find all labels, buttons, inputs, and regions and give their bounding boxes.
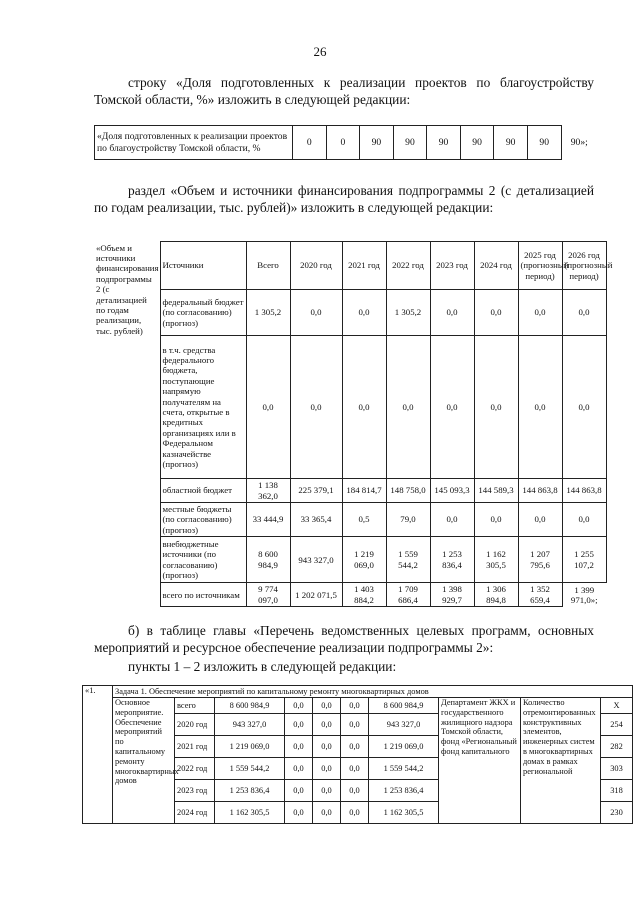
column-header: 2022 год	[386, 242, 430, 290]
amount-cell: 0,0	[474, 503, 518, 537]
amount-cell: 1 207 795,6	[518, 537, 562, 583]
indicator-name: Количество отремонтированных конструктивных элементов, инженерных систем в многоквартирных домах в рамках региональной	[521, 698, 601, 824]
period-cell: всего	[175, 698, 215, 714]
amount-cell: 0,0	[313, 780, 341, 802]
amount-cell: 33 444,9	[246, 503, 290, 537]
amount-cell: 1 253 836,4	[215, 780, 285, 802]
indicator-value: 230	[601, 802, 633, 824]
indicator-value: 90»;	[570, 136, 588, 148]
indicator-value: X	[601, 698, 633, 714]
indicator-value: 303	[601, 758, 633, 780]
amount-cell: 145 093,3	[430, 479, 474, 503]
indicator-value: 254	[601, 714, 633, 736]
amount-cell: 9 774 097,0	[246, 583, 290, 607]
amount-cell: 0,0	[313, 802, 341, 824]
amount-cell: 1 253 836,4	[369, 780, 439, 802]
indicator-value: 90	[427, 126, 461, 160]
amount-cell: 8 600 984,9	[215, 698, 285, 714]
source-label: областной бюджет	[160, 479, 246, 503]
amount-cell: 0,0	[430, 290, 474, 336]
amount-cell: 144 863,8	[562, 479, 606, 503]
amount-cell: 1 162 305,5	[369, 802, 439, 824]
amount-cell: 8 600 984,9	[246, 537, 290, 583]
indicator-value: 0	[326, 126, 360, 160]
amount-cell: 943 327,0	[290, 537, 342, 583]
amount-cell: 144 863,8	[518, 479, 562, 503]
amount-cell: 0,0	[285, 736, 313, 758]
amount-cell: 0,0	[518, 336, 562, 479]
program-table	[82, 685, 633, 824]
amount-cell: 1 219 069,0	[369, 736, 439, 758]
amount-cell: 0,0	[285, 758, 313, 780]
amount-cell: 0,0	[313, 758, 341, 780]
column-header: Источники	[160, 242, 246, 290]
indicator-value: 90	[460, 126, 494, 160]
amount-cell: 0,0	[341, 736, 369, 758]
amount-cell: 1 162 305,5	[215, 802, 285, 824]
amount-cell: 1 399 971,0»;	[570, 584, 598, 605]
amount-cell: 0,0	[285, 698, 313, 714]
amount-cell: 0,0	[313, 698, 341, 714]
amount-cell: 0,0	[285, 714, 313, 736]
amount-cell: 1 352 659,4	[518, 583, 562, 607]
period-cell: 2023 год	[175, 780, 215, 802]
amount-cell: 0,0	[562, 503, 606, 537]
amount-cell: 0,0	[518, 290, 562, 336]
task-title: Задача 1. Обеспечение мероприятий по капитальному ремонту многоквартирных домов	[113, 686, 633, 698]
amount-cell: 0,0	[342, 336, 386, 479]
amount-cell: 1 219 069,0	[215, 736, 285, 758]
intro-paragraph-1: строку «Доля подготовленных к реализации проектов по благоустройству Томской области, %» изложить в следующей редакции:	[94, 75, 594, 107]
amount-cell: 0,0	[341, 698, 369, 714]
amount-cell: 1 253 836,4	[430, 537, 474, 583]
intro-paragraph-2: раздел «Объем и источники финансирования подпрограммы 2 (с детализацией по годам реализации, тыс. рублей)» изложить в следующей редакции:	[94, 183, 594, 215]
indicator-value: 90	[494, 126, 528, 160]
amount-cell: 1 202 071,5	[290, 583, 342, 607]
amount-cell: 0,0	[313, 736, 341, 758]
amount-cell: 0,0	[290, 336, 342, 479]
amount-cell: 1 305,2	[246, 290, 290, 336]
page-number: 26	[313, 44, 327, 59]
amount-cell: 943 327,0	[369, 714, 439, 736]
intro-paragraph-3: б) в таблице главы «Перечень ведомственных целевых программ, основных мероприятий и ресурсное обеспечение реализации подпрограммы 2»:	[94, 623, 594, 655]
source-label: местные бюджеты (по согласованию) (прогноз)	[160, 503, 246, 537]
column-header: Всего	[246, 242, 290, 290]
column-header: 2025 год (прогнозный период)	[518, 242, 562, 290]
amount-cell: 0,0	[474, 336, 518, 479]
amount-cell: 1 398 929,7	[430, 583, 474, 607]
amount-cell: 1 162 305,5	[474, 537, 518, 583]
amount-cell: 79,0	[386, 503, 430, 537]
indicator-value: 90	[360, 126, 394, 160]
period-cell: 2021 год	[175, 736, 215, 758]
amount-cell: 1 219 069,0	[342, 537, 386, 583]
amount-cell: 0,0	[342, 290, 386, 336]
amount-cell: 0,0	[285, 780, 313, 802]
amount-cell: 0,0	[341, 758, 369, 780]
amount-cell: 1 255 107,2	[562, 537, 606, 583]
amount-cell: 1 559 544,2	[215, 758, 285, 780]
amount-cell: 0,0	[341, 780, 369, 802]
column-header: 2026 год (прогнозный период)	[562, 242, 606, 290]
amount-cell: 0,0	[430, 503, 474, 537]
column-header: 2024 год	[474, 242, 518, 290]
indicator-label: «Доля подготовленных к реализации проектов по благоустройству Томской области, %	[95, 126, 293, 160]
amount-cell: 1 559 544,2	[386, 537, 430, 583]
period-cell: 2024 год	[175, 802, 215, 824]
indicator-value: 318	[601, 780, 633, 802]
column-header: 2020 год	[290, 242, 342, 290]
amount-cell: 0,5	[342, 503, 386, 537]
financing-table	[94, 241, 613, 607]
source-label: федеральный бюджет (по согласованию) (прогноз)	[160, 290, 246, 336]
amount-cell: 0,0	[246, 336, 290, 479]
amount-cell: 1 403 884,2	[342, 583, 386, 607]
amount-cell: 1 559 544,2	[369, 758, 439, 780]
amount-cell: 0,0	[313, 714, 341, 736]
indicator-value: 282	[601, 736, 633, 758]
indicator-value: 90	[393, 126, 427, 160]
column-header: 2021 год	[342, 242, 386, 290]
amount-cell: 0,0	[341, 714, 369, 736]
amount-cell: 144 589,3	[474, 479, 518, 503]
column-header: 2023 год	[430, 242, 474, 290]
amount-cell: 1 305,2	[386, 290, 430, 336]
amount-cell: 0,0	[386, 336, 430, 479]
amount-cell: 0,0	[290, 290, 342, 336]
amount-cell: 0,0	[474, 290, 518, 336]
source-label: всего по источникам	[160, 583, 246, 607]
amount-cell: 225 379,1	[290, 479, 342, 503]
amount-cell: 184 814,7	[342, 479, 386, 503]
amount-cell: 33 365,4	[290, 503, 342, 537]
financing-side-label: «Объем и источники финансирования подпрограммы 2 (с детализацией по годам реализации, тыс. рублей)	[96, 242, 159, 336]
amount-cell: 1 709 686,4	[386, 583, 430, 607]
indicator-value: 90	[527, 126, 561, 160]
amount-cell: 1 138 362,0	[246, 479, 290, 503]
amount-cell: 943 327,0	[215, 714, 285, 736]
row-number: «1.	[83, 686, 113, 824]
period-cell: 2022 год	[175, 758, 215, 780]
amount-cell: 1 306 894,8	[474, 583, 518, 607]
intro-paragraph-4: пункты 1 – 2 изложить в следующей редакции:	[128, 659, 397, 674]
period-cell: 2020 год	[175, 714, 215, 736]
amount-cell: 0,0	[341, 802, 369, 824]
amount-cell: 8 600 984,9	[369, 698, 439, 714]
amount-cell: 0,0	[285, 802, 313, 824]
source-label: в т.ч. средства федерального бюджета, поступающие напрямую получателям на счета, открытые в кредитных организациях или в Федеральном казначействе (прогноз)	[160, 336, 246, 479]
amount-cell: 0,0	[430, 336, 474, 479]
amount-cell: 0,0	[562, 290, 606, 336]
indicator-table	[94, 125, 597, 160]
amount-cell: 0,0	[518, 503, 562, 537]
source-label: внебюджетные источники (по согласованию) (прогноз)	[160, 537, 246, 583]
indicator-value: 0	[293, 126, 327, 160]
measure-name: Основное мероприятие. Обеспечение мероприятий по капитальному ремонту многоквартирных домов	[113, 698, 175, 824]
responsible-department: Департамент ЖКХ и государственного жилищного надзора Томской области, фонд «Региональный фонд капитального	[439, 698, 521, 824]
amount-cell: 0,0	[562, 336, 606, 479]
amount-cell: 148 758,0	[386, 479, 430, 503]
